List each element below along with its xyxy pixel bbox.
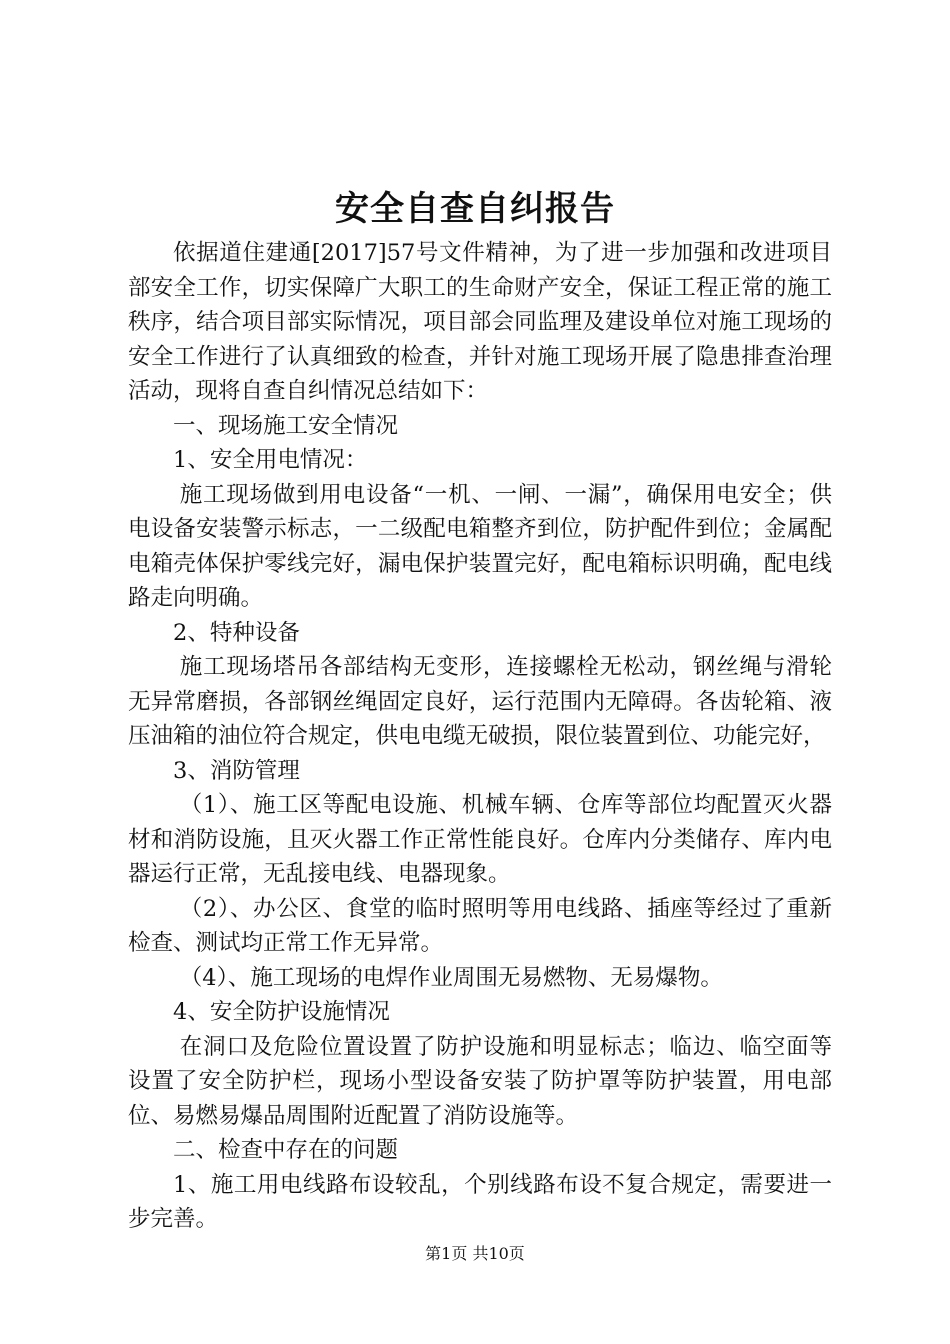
document-body bbox=[128, 236, 832, 1237]
subsection-heading: 3、消防管理 bbox=[173, 757, 300, 784]
section-heading: 一、现场施工安全情况 bbox=[173, 412, 399, 439]
body-paragraph: 施工现场塔吊各部结构无变形，连接螺栓无松动，钢丝绳与滑轮无异常磨损，各部钢丝绳固定良好，运行范围内无障碍。各齿轮箱、液压油箱的油位符合规定，供电电缆无破损，限位装置到位、功能完好， bbox=[128, 654, 832, 749]
intro-paragraph: 依据道住建通[2017]57号文件精神，为了进一步加强和改进项目部安全工作，切实保障广大职工的生命财产安全，保证工程正常的施工秩序，结合项目部实际情况，项目部会同监理及建设单位对施工现场的安全工作进行了认真细致的检查，并针对施工现场开展了隐患排查治理活动，现将自查自纠情况总结如下： bbox=[128, 240, 832, 404]
body-paragraph: 在洞口及危险位置设置了防护设施和明显标志；临边、临空面等设置了安全防护栏，现场小型设备安装了防护罩等防护装置，用电部位、易燃易爆品周围附近配置了消防设施等。 bbox=[128, 1033, 832, 1129]
subsection-heading: 1、安全用电情况： bbox=[173, 447, 368, 473]
body-paragraph: （4）、施工现场的电焊作业周围无易燃物、无易爆物。 bbox=[179, 964, 723, 991]
body-paragraph: （1）、施工区等配电设施、机械车辆、仓库等部位均配置灭火器材和消防设施，且灭火器工作正常性能良好。仓库内分类储存、库内电器运行正常，无乱接电线、电器现象。 bbox=[128, 792, 832, 887]
section-heading: 二、检查中存在的问题 bbox=[173, 1137, 399, 1163]
page-footer: 第1页 共10页 bbox=[425, 1244, 525, 1263]
subsection-heading: 2、特种设备 bbox=[173, 619, 300, 646]
subsection-heading: 4、安全防护设施情况 bbox=[173, 999, 390, 1025]
document-title: 安全自查自纠报告 bbox=[335, 189, 615, 229]
body-paragraph: （2）、办公区、食堂的临时照明等用电线路、插座等经过了重新检查、测试均正常工作无异常。 bbox=[128, 895, 832, 956]
body-paragraph: 1、施工用电线路布设较乱，个别线路布设不复合规定，需要进一步完善。 bbox=[128, 1171, 832, 1232]
body-paragraph: 施工现场做到用电设备“一机、一闸、一漏”，确保用电安全；供电设备安装警示标志，一二级配电箱整齐到位，防护配件到位；金属配电箱壳体保护零线完好，漏电保护装置完好，配电箱标识明确，配电线路走向明确。 bbox=[128, 481, 832, 611]
